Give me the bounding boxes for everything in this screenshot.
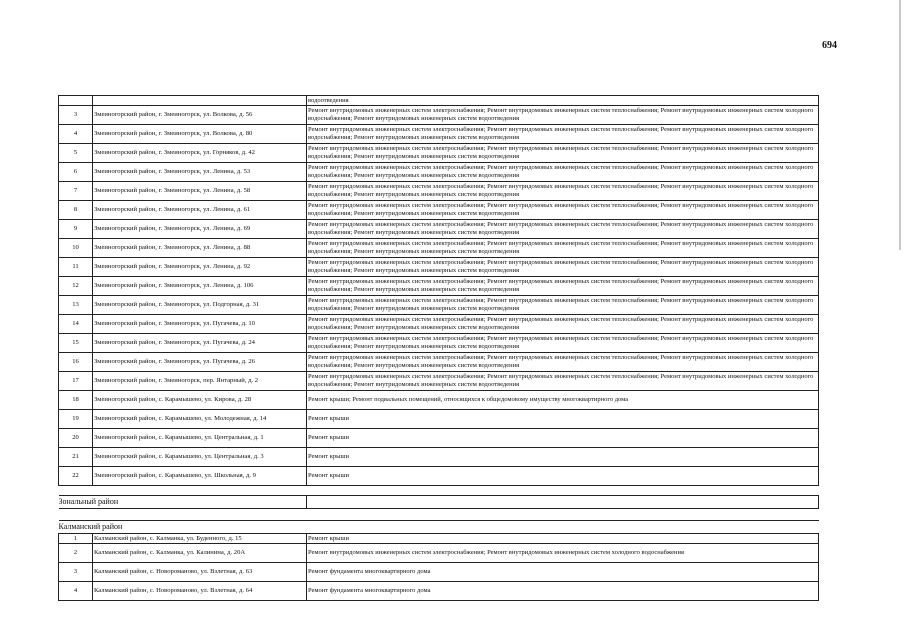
district-title-zonalny: Зональный район — [58, 497, 119, 507]
row-address: Змеиногорский район, г. Змеиногорск, ул. Ленина, д. 106 — [93, 277, 307, 296]
row-work: Ремонт внутридомовых инженерных систем электроснабжения; Ремонт внутридомовых инженерных систем теплоснабжения; Ремонт внутридомовых инженерных систем холодного водоснабжения; Ремонт внутридомовых инженерных систем водоотведения — [307, 182, 819, 201]
table-row — [59, 372, 819, 391]
row-number: 6 — [59, 163, 93, 182]
zmeinogorsk-rows — [59, 106, 819, 486]
row-work: Ремонт внутридомовых инженерных систем электроснабжения; Ремонт внутридомовых инженерных систем теплоснабжения; Ремонт внутридомовых инженерных систем холодного водоснабжения; Ремонт внутридомовых инженерных систем водоотведения — [307, 201, 819, 220]
row-number: 11 — [59, 258, 93, 277]
table-row — [59, 534, 819, 544]
row-work: Ремонт внутридомовых инженерных систем электроснабжения; Ремонт внутридомовых инженерных систем теплоснабжения; Ремонт внутридомовых инженерных систем холодного водоснабжения; Ремонт внутридомовых инженерных систем водоотведения — [307, 334, 819, 353]
row-address — [93, 96, 307, 106]
row-address: Змеиногорский район, г. Змеиногорск, ул. Ленина, д. 61 — [93, 201, 307, 220]
table-row — [59, 144, 819, 163]
row-number: 8 — [59, 201, 93, 220]
row-number: 13 — [59, 296, 93, 315]
row-work: Ремонт внутридомовых инженерных систем электроснабжения; Ремонт внутридомовых инженерных систем теплоснабжения; Ремонт внутридомовых инженерных систем холодного водоснабжения; Ремонт внутридомовых инженерных систем водоотведения — [307, 353, 819, 372]
row-work: Ремонт внутридомовых инженерных систем электроснабжения; Ремонт внутридомовых инженерных систем теплоснабжения; Ремонт внутридомовых инженерных систем холодного водоснабжения; Ремонт внутридомовых инженерных систем водоотведения — [307, 258, 819, 277]
row-number: 3 — [59, 106, 93, 125]
table-row — [59, 277, 819, 296]
district-title-kalmansky: Калманский район — [58, 522, 123, 532]
row-work: Ремонт крыши — [307, 410, 819, 429]
row-number: 4 — [59, 582, 93, 601]
row-address: Калманский район, с. Новороманово, ул. Взлетная, д. 64 — [93, 582, 307, 601]
table-row — [59, 125, 819, 144]
row-number: 19 — [59, 410, 93, 429]
row-work: Ремонт внутридомовых инженерных систем электроснабжения; Ремонт внутридомовых инженерных систем теплоснабжения; Ремонт внутридомовых инженерных систем холодного водоснабжения; Ремонт внутридомовых инженерных систем водоотведения — [307, 125, 819, 144]
row-address: Змеиногорский район, с. Карамышево, ул. Кирова, д. 28 — [93, 391, 307, 410]
table-row — [59, 544, 819, 563]
row-work: Ремонт внутридомовых инженерных систем электроснабжения; Ремонт внутридомовых инженерных систем теплоснабжения; Ремонт внутридомовых инженерных систем холодного водоснабжения; Ремонт внутридомовых инженерных систем водоотведения — [307, 106, 819, 125]
row-address: Змеиногорский район, г. Змеиногорск, ул. Ленина, д. 92 — [93, 258, 307, 277]
table-row — [59, 582, 819, 601]
table-row — [59, 429, 819, 448]
row-work: Ремонт внутридомовых инженерных систем электроснабжения; Ремонт внутридомовых инженерных систем теплоснабжения; Ремонт внутридомовых инженерных систем холодного водоснабжения; Ремонт внутридомовых инженерных систем водоотведения — [307, 296, 819, 315]
row-number — [59, 96, 93, 106]
table-row — [59, 448, 819, 467]
table-row — [59, 106, 819, 125]
row-number: 14 — [59, 315, 93, 334]
row-number: 5 — [59, 144, 93, 163]
table-row — [59, 96, 819, 106]
row-number: 18 — [59, 391, 93, 410]
table-row — [59, 315, 819, 334]
row-address: Змеиногорский район, г. Змеиногорск, ул. Волкова, д. 56 — [93, 106, 307, 125]
row-number: 17 — [59, 372, 93, 391]
table-row — [59, 220, 819, 239]
row-work: Ремонт фундамента многоквартирного дома — [307, 582, 819, 601]
row-work: Ремонт внутридомовых инженерных систем электроснабжения; Ремонт внутридомовых инженерных систем теплоснабжения; Ремонт внутридомовых инженерных систем холодного водоснабжения; Ремонт внутридомовых инженерных систем водоотведения — [307, 277, 819, 296]
row-work: Ремонт внутридомовых инженерных систем электроснабжения; Ремонт внутридомовых инженерных систем теплоснабжения; Ремонт внутридомовых инженерных систем холодного водоснабжения; Ремонт внутридомовых инженерных систем водоотведения — [307, 220, 819, 239]
district-title-spacer — [307, 496, 819, 509]
row-number: 10 — [59, 239, 93, 258]
kalmansky-rows — [59, 534, 819, 601]
row-number: 7 — [59, 182, 93, 201]
row-work: Ремонт крыши — [307, 467, 819, 486]
row-work: Ремонт внутридомовых инженерных систем электроснабжения; Ремонт внутридомовых инженерных систем теплоснабжения; Ремонт внутридомовых инженерных систем холодного водоснабжения; Ремонт внутридомовых инженерных систем водоотведения — [307, 239, 819, 258]
row-number: 4 — [59, 125, 93, 144]
row-number: 16 — [59, 353, 93, 372]
row-number: 1 — [59, 534, 93, 544]
row-address: Змеиногорский район, г. Змеиногорск, ул. Подгорная, д. 31 — [93, 296, 307, 315]
row-work: Ремонт внутридомовых инженерных систем электроснабжения; Ремонт внутридомовых инженерных систем теплоснабжения; Ремонт внутридомовых инженерных систем холодного водоснабжения; Ремонт внутридомовых инженерных систем водоотведения — [307, 372, 819, 391]
row-address: Калманский район, с. Калманка, ул. Буденного, д. 15 — [93, 534, 307, 544]
row-address: Змеиногорский район, с. Карамышево, ул. Центральная, д. 3 — [93, 448, 307, 467]
table-row — [59, 239, 819, 258]
scan-edge-mark — [899, 0, 901, 250]
table-row — [59, 410, 819, 429]
row-work: Ремонт фундамента многоквартирного дома — [307, 563, 819, 582]
row-work: Ремонт крыши — [307, 429, 819, 448]
row-number: 22 — [59, 467, 93, 486]
row-address: Змеиногорский район, г. Змеиногорск, пер. Янтарный, д. 2 — [93, 372, 307, 391]
row-address: Змеиногорский район, г. Змеиногорск, ул. Ленина, д. 69 — [93, 220, 307, 239]
page-number: 694 — [822, 40, 837, 51]
row-work: Ремонт крыши; Ремонт подвальных помещений, относящихся к общедомовому имуществу многоквартирного дома — [307, 391, 819, 410]
row-number: 15 — [59, 334, 93, 353]
table-row — [59, 467, 819, 486]
row-address: Змеиногорский район, г. Змеиногорск, ул. Ленина, д. 53 — [93, 163, 307, 182]
row-work: Ремонт внутридомовых инженерных систем электроснабжения; Ремонт внутридомовых инженерных систем теплоснабжения; Ремонт внутридомовых инженерных систем холодного водоснабжения; Ремонт внутридомовых инженерных систем водоотведения — [307, 163, 819, 182]
row-number: 2 — [59, 544, 93, 563]
row-number: 3 — [59, 563, 93, 582]
row-number: 20 — [59, 429, 93, 448]
row-address: Калманский район, с. Новороманово, ул. Взлетная, д. 63 — [93, 563, 307, 582]
row-number: 12 — [59, 277, 93, 296]
repair-works-table — [58, 95, 819, 601]
row-work: Ремонт крыши — [307, 448, 819, 467]
row-address: Змеиногорский район, г. Змеиногорск, ул. Горняков, д. 42 — [93, 144, 307, 163]
table-row — [59, 296, 819, 315]
table-row — [59, 563, 819, 582]
row-address: Змеиногорский район, с. Карамышево, ул. Школьная, д. 9 — [93, 467, 307, 486]
row-address: Змеиногорский район, г. Змеиногорск, ул. Пугачева, д. 24 — [93, 334, 307, 353]
table-row — [59, 201, 819, 220]
row-address: Змеиногорский район, с. Карамышево, ул. Центральная, д. 1 — [93, 429, 307, 448]
row-work: Ремонт внутридомовых инженерных систем электроснабжения; Ремонт внутридомовых инженерных систем холодного водоснабжения — [307, 544, 819, 563]
table-row — [59, 353, 819, 372]
row-address: Змеиногорский район, г. Змеиногорск, ул. Ленина, д. 58 — [93, 182, 307, 201]
table-row — [59, 258, 819, 277]
row-address: Змеиногорский район, г. Змеиногорск, ул. Волкова, д. 80 — [93, 125, 307, 144]
row-number: 9 — [59, 220, 93, 239]
row-number: 21 — [59, 448, 93, 467]
row-address: Калманский район, с. Калманка, ул. Калинина, д. 20А — [93, 544, 307, 563]
table-row — [59, 163, 819, 182]
table-body — [59, 96, 819, 106]
row-work: Ремонт внутридомовых инженерных систем электроснабжения; Ремонт внутридомовых инженерных систем теплоснабжения; Ремонт внутридомовых инженерных систем холодного водоснабжения; Ремонт внутридомовых инженерных систем водоотведения — [307, 144, 819, 163]
kalmansky-section — [59, 521, 819, 534]
row-address: Змеиногорский район, г. Змеиногорск, ул. Пугачева, д. 26 — [93, 353, 307, 372]
row-work: Ремонт внутридомовых инженерных систем электроснабжения; Ремонт внутридомовых инженерных систем теплоснабжения; Ремонт внутридомовых инженерных систем холодного водоснабжения; Ремонт внутридомовых инженерных систем водоотведения — [307, 315, 819, 334]
row-work: Ремонт крыши — [307, 534, 819, 544]
row-address: Змеиногорский район, г. Змеиногорск, ул. Пугачева, д. 10 — [93, 315, 307, 334]
row-address: Змеиногорский район, с. Карамышево, ул. Молодежная, д. 14 — [93, 410, 307, 429]
table-row — [59, 391, 819, 410]
zonalny-section — [59, 486, 819, 521]
row-address: Змеиногорский район, г. Змеиногорск, ул. Ленина, д. 88 — [93, 239, 307, 258]
table-row — [59, 182, 819, 201]
row-work: водоотведения — [307, 96, 819, 106]
table-row — [59, 334, 819, 353]
